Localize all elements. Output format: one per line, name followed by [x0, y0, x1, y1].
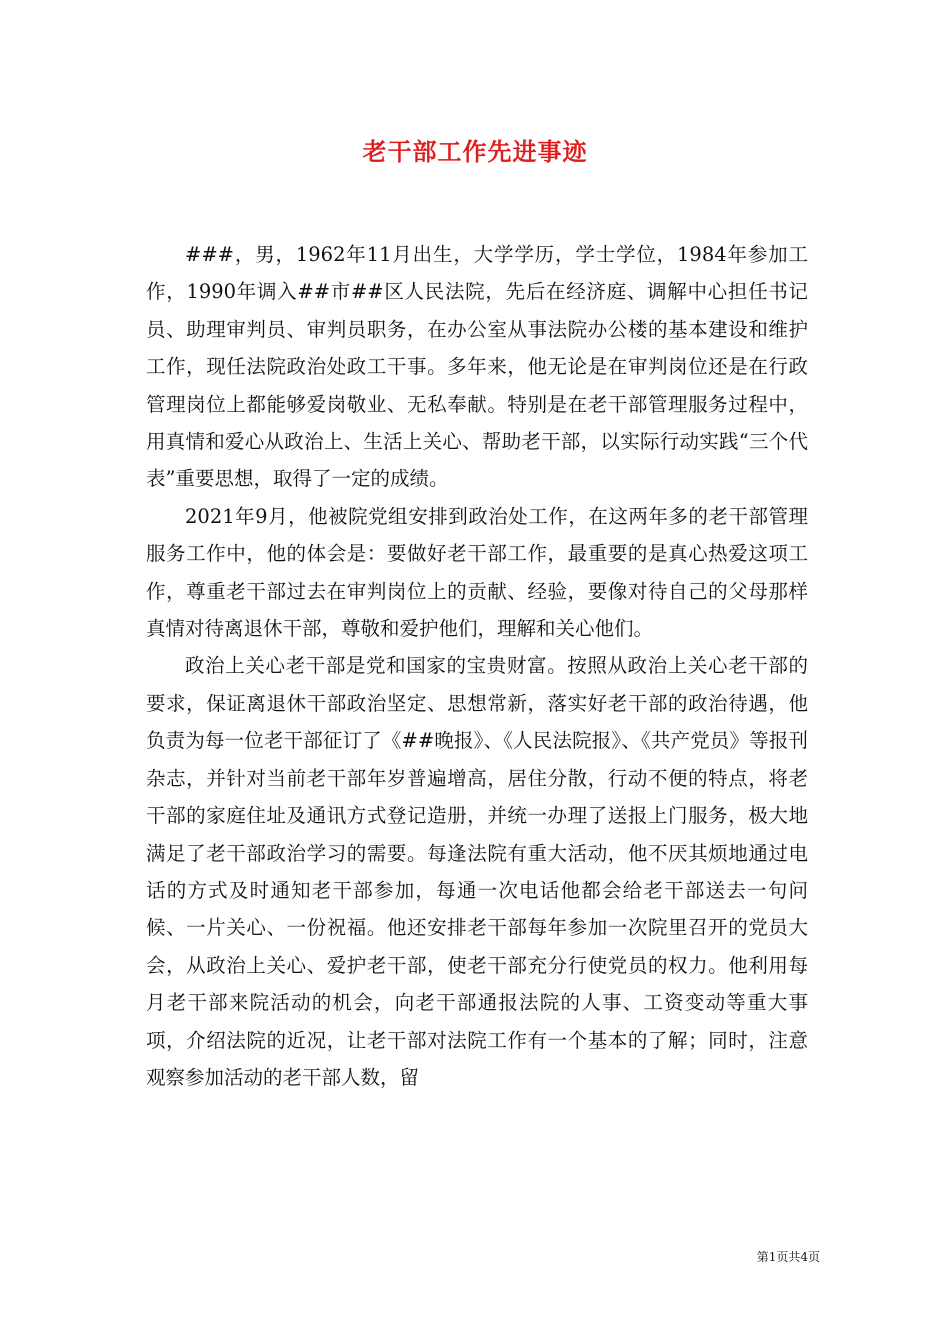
page-title: 老干部工作先进事迹	[362, 137, 588, 166]
paragraph-2: 2021年9月，他被院党组安排到政治处工作，在这两年多的老干部管理服务工作中，他的体会是：要做好老干部工作，最重要的是真心热爱这项工作，尊重老干部过去在审判岗位上的贡献、经验，要像对待自己的父母那样真情对待离退休干部，尊敬和爱护他们，理解和关心他们。	[146, 504, 808, 641]
page-number: 第1页共4页	[756, 1250, 820, 1264]
paragraph-1: ###，男，1962年11月出生，大学学历，学士学位，1984年参加工作，1990年调入##市##区人民法院，先后在经济庭、调解中心担任书记员、助理审判员、审判员职务，在办公室从事法院办公楼的基本建设和维护工作，现任法院政治处政工干事。多年来，他无论是在审判岗位还是在行政管理岗位上都能够爱岗敬业、无私奉献。特别是在老干部管理服务过程中，用真情和爱心从政治上、生活上关心、帮助老干部，以实际行动实践“三个代表”重要思想，取得了一定的成绩。	[146, 243, 808, 491]
document-body	[146, 236, 808, 1096]
paragraph-3: 政治上关心老干部是党和国家的宝贵财富。按照从政治上关心老干部的要求，保证离退休干部政治坚定、思想常新，落实好老干部的政治待遇，他负责为每一位老干部征订了《##晚报》、《人民法院报》、《共产党员》等报刊杂志，并针对当前老干部年岁普遍增高，居住分散，行动不便的特点，将老干部的家庭住址及通讯方式登记造册，并统一办理了送报上门服务，极大地满足了老干部政治学习的需要。每逢法院有重大活动，他不厌其烦地通过电话的方式及时通知老干部参加，每通一次电话他都会给老干部送去一句问候、一片关心、一份祝福。他还安排老干部每年参加一次院里召开的党员大会，从政治上关心、爱护老干部，使老干部充分行使党员的权力。他利用每月老干部来院活动的机会，向老干部通报法院的人事、工资变动等重大事项，介绍法院的近况，让老干部对法院工作有一个基本的了解；同时，注意观察参加活动的老干部人数，留	[146, 654, 808, 1089]
